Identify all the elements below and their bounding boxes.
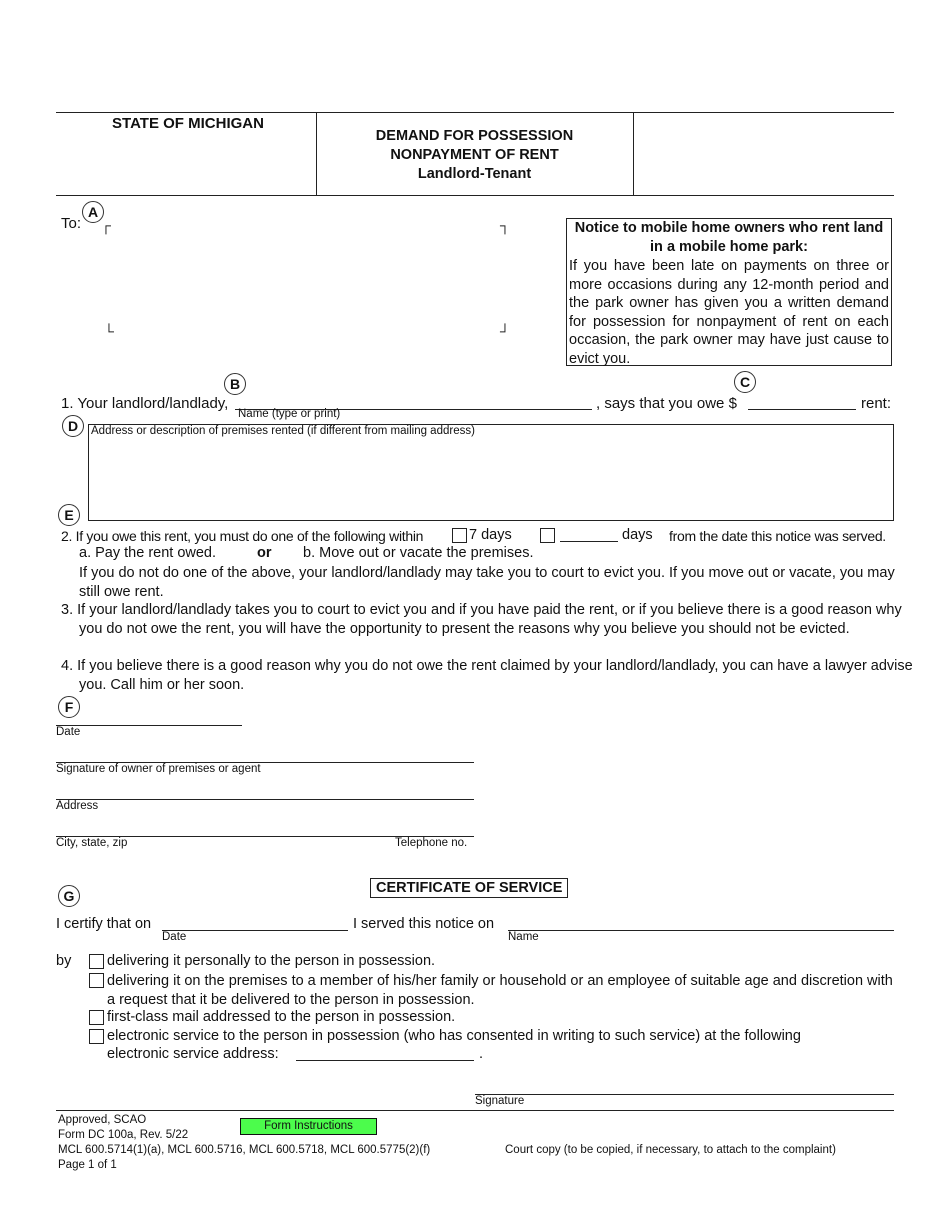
notice-body: If you have been late on payments on three or more occasions during any 12-month period and the park owner has given you a written demand for possession for nonpayment of rent on each occasion, the park owner may have just cause to evict you. bbox=[569, 258, 889, 367]
premises-address-caption: Address or description of premises rented (if different from mailing address) bbox=[91, 425, 475, 437]
item3-text: 3. If your landlord/landlady takes you to court to evict you and if you have paid the rent, or if you believe there is a good reason why you do not owe the rent, you will have the opportunity to present the reasons why you believe you should not be evicted. bbox=[61, 602, 902, 637]
certificate-signature-line[interactable] bbox=[475, 1094, 894, 1095]
footer-mcl: MCL 600.5714(1)(a), MCL 600.5716, MCL 600.5718, MCL 600.5775(2)(f) bbox=[58, 1144, 431, 1156]
item2-line1: 2. If you owe this rent, you must do one of the following within bbox=[61, 528, 424, 544]
item2-warning: If you do not do one of the above, your landlord/landlady may take you to court to evict you. If you move out or vacate, you may still owe rent. bbox=[79, 565, 895, 600]
recipient-address-field[interactable] bbox=[112, 226, 502, 330]
address-line[interactable] bbox=[56, 799, 474, 800]
footer-rule bbox=[56, 1110, 894, 1111]
seven-days-label: 7 days bbox=[469, 527, 512, 543]
telephone-caption: Telephone no. bbox=[395, 837, 468, 849]
footer-approved: Approved, SCAO bbox=[58, 1114, 147, 1126]
certificate-signature-caption: Signature bbox=[475, 1095, 525, 1107]
served-notice-label: I served this notice on bbox=[353, 916, 495, 932]
corner-top-left-mark: ┌ bbox=[101, 217, 111, 233]
item1-prefix: 1. Your landlord/landlady, bbox=[61, 395, 229, 412]
marker-a: A bbox=[82, 201, 104, 223]
corner-top-right-mark: ┐ bbox=[500, 217, 510, 233]
electronic-address-field[interactable] bbox=[296, 1046, 474, 1061]
from-date-served-label: from the date this notice was served. bbox=[669, 528, 886, 544]
electronic-service-label: electronic service to the person in possession (who has consented in writing to such service) at the following bbox=[107, 1028, 801, 1044]
form-title-line1: DEMAND FOR POSSESSION bbox=[375, 128, 574, 144]
marker-f: F bbox=[58, 696, 80, 718]
header-divider-right bbox=[633, 112, 634, 195]
notice-title: Notice to mobile home owners who rent land in a mobile home park: bbox=[574, 220, 884, 255]
says-you-owe-label: , says that you owe $ bbox=[596, 395, 737, 412]
marker-g: G bbox=[58, 885, 80, 907]
first-class-mail-label: first-class mail addressed to the person in possession. bbox=[107, 1009, 456, 1025]
seven-days-checkbox[interactable] bbox=[452, 528, 467, 543]
premises-delivery-label: delivering it on the premises to a member of his/her family or household or an employee of suitable age and discretion with a request that it be delivered to the person in possession. bbox=[107, 973, 893, 1008]
premises-address-box[interactable] bbox=[88, 424, 894, 521]
option-a-label: a. Pay the rent owed. bbox=[79, 545, 217, 561]
service-date-line[interactable] bbox=[162, 930, 348, 931]
form-title bbox=[316, 127, 633, 184]
or-label: or bbox=[257, 545, 272, 561]
rent-amount-field[interactable] bbox=[748, 395, 856, 410]
to-label: To: bbox=[61, 215, 82, 232]
item4-text: 4. If you believe there is a good reason why you do not owe the rent claimed by your landlord/landlady, you can have a lawyer advise you. Call him or her soon. bbox=[61, 658, 913, 693]
rent-label: rent: bbox=[861, 395, 892, 412]
marker-d: D bbox=[62, 415, 84, 437]
by-label: by bbox=[56, 953, 72, 969]
footer-page: Page 1 of 1 bbox=[58, 1159, 117, 1171]
city-state-zip-caption: City, state, zip bbox=[56, 837, 128, 849]
marker-c: C bbox=[734, 371, 756, 393]
custom-days-field[interactable] bbox=[560, 527, 618, 542]
address-caption: Address bbox=[56, 800, 99, 812]
first-class-mail-checkbox[interactable] bbox=[89, 1010, 104, 1025]
marker-b: B bbox=[224, 373, 246, 395]
custom-days-checkbox[interactable] bbox=[540, 528, 555, 543]
option-b-label: b. Move out or vacate the premises. bbox=[303, 545, 534, 561]
electronic-service-checkbox[interactable] bbox=[89, 1029, 104, 1044]
corner-bottom-left-mark: └ bbox=[104, 323, 114, 339]
state-label: STATE OF MICHIGAN bbox=[112, 115, 264, 132]
form-instructions-button[interactable]: Form Instructions bbox=[240, 1118, 377, 1135]
header-bottom-rule bbox=[56, 195, 894, 196]
form-title-line3: Landlord-Tenant bbox=[417, 166, 532, 182]
served-name-line[interactable] bbox=[508, 930, 894, 931]
date-line[interactable] bbox=[56, 725, 242, 726]
marker-e: E bbox=[58, 504, 80, 526]
personal-delivery-checkbox[interactable] bbox=[89, 954, 104, 969]
days-label: days bbox=[622, 527, 653, 543]
corner-bottom-right-mark: ┘ bbox=[500, 323, 510, 339]
signature-caption: Signature of owner of premises or agent bbox=[56, 763, 261, 775]
certificate-title: CERTIFICATE OF SERVICE bbox=[370, 878, 568, 898]
header-top-rule bbox=[56, 112, 894, 113]
personal-delivery-label: delivering it personally to the person in possession. bbox=[107, 953, 436, 969]
mobile-home-notice-box bbox=[566, 218, 892, 366]
electronic-address-label: electronic service address: bbox=[107, 1046, 279, 1062]
court-copy-label: Court copy (to be copied, if necessary, to attach to the complaint) bbox=[505, 1144, 836, 1156]
certify-label: I certify that on bbox=[56, 916, 152, 932]
service-date-caption: Date bbox=[162, 931, 187, 943]
electronic-address-period: . bbox=[479, 1046, 484, 1062]
landlord-name-caption: Name (type or print) bbox=[238, 408, 341, 420]
premises-delivery-checkbox[interactable] bbox=[89, 973, 104, 988]
footer-form-number: Form DC 100a, Rev. 5/22 bbox=[58, 1129, 189, 1141]
served-name-caption: Name bbox=[508, 931, 539, 943]
form-title-line2: NONPAYMENT OF RENT bbox=[390, 147, 559, 163]
date-caption: Date bbox=[56, 726, 81, 738]
